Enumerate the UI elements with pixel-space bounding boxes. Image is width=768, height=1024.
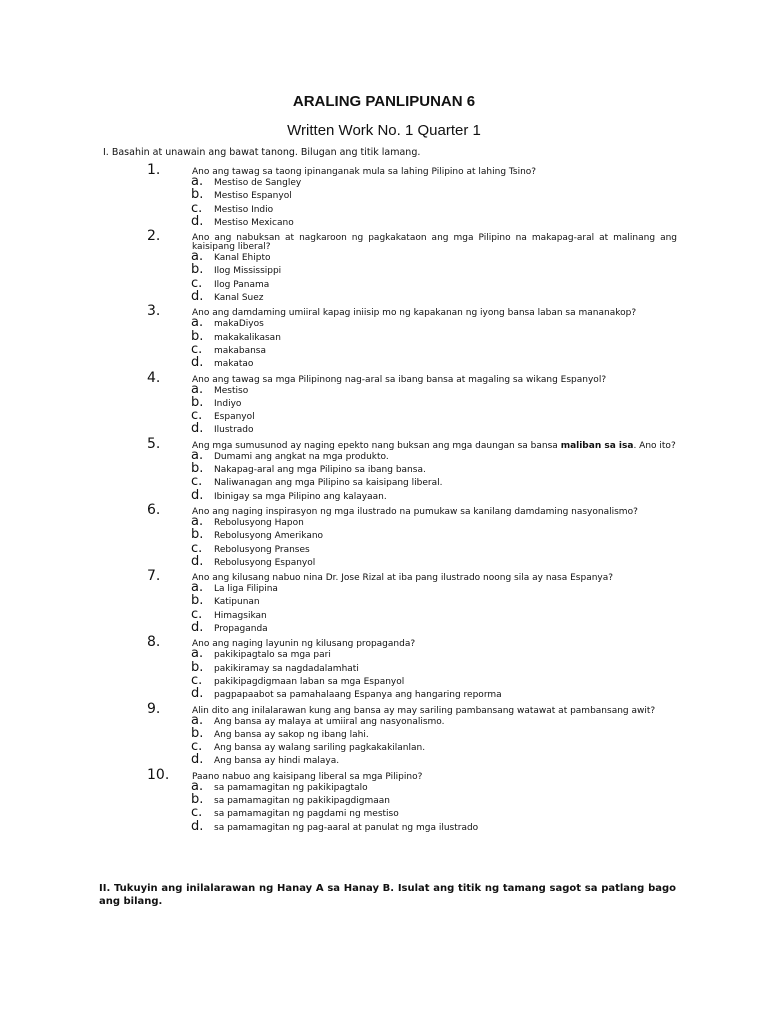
question-text: Ano ang naging inspirasyon ng mga ilustrado na pumukaw sa kanilang damdaming nasyonalismo? [192, 506, 638, 517]
option-letter[interactable]: a. [191, 174, 204, 189]
option-text: Naliwanagan ang mga Pilipino sa kaisipang liberal. [214, 478, 443, 489]
question-item [0, 435, 768, 504]
question-item [0, 164, 768, 230]
option-letter[interactable]: d. [191, 355, 204, 371]
answer-option[interactable] [0, 275, 768, 292]
answer-option[interactable] [0, 791, 768, 808]
page-subtitle: Written Work No. 1 Quarter 1 [287, 122, 481, 139]
option-text: Rebolusyong Hapon [214, 517, 304, 528]
option-text: Nakapag-aral ang mga Pilipino sa ibang bansa. [214, 465, 426, 476]
answer-option[interactable] [0, 289, 768, 305]
question-item [0, 230, 768, 305]
question-item [0, 369, 768, 438]
answer-option[interactable] [0, 262, 768, 278]
option-letter[interactable]: b. [191, 527, 204, 543]
question-item [0, 700, 768, 769]
option-letter[interactable]: b. [191, 593, 204, 609]
option-text: Rebolusyong Pranses [214, 544, 310, 555]
answer-option[interactable] [0, 580, 768, 596]
option-text: sa pamamagitan ng pagdami ng mestiso [214, 809, 399, 820]
question-number: 4. [147, 369, 161, 386]
option-text: Kanal Suez [214, 293, 264, 304]
option-text: Ibinigay sa mga Pilipino ang kalayaan. [214, 491, 387, 502]
option-text: sa pamamagitan ng pakikipagdigmaan [214, 795, 390, 806]
answer-option[interactable] [0, 487, 768, 504]
answer-option[interactable] [0, 686, 768, 702]
question-text: Ano ang tawag sa taong ipinanganak mula sa lahing Pilipino at lahing Tsino? [192, 167, 537, 177]
option-text: pakikipagtalo sa mga pari [214, 650, 331, 661]
option-text: sa pamamagitan ng pakikipagtalo [214, 782, 368, 793]
option-letter[interactable]: b. [191, 725, 204, 741]
question-text: Ano ang nabuksan at nagkaroon ng pagkakataon ang mga Pilipino na makapag-aral at malinang ang kaisipang liberal? [192, 233, 677, 253]
question-text: Ano ang kilusang nabuo nina Dr. Jose Rizal at iba pang ilustrado noong sila ay nasa Espanya? [192, 573, 614, 584]
option-letter[interactable]: c. [191, 672, 203, 688]
option-text: makakalikasan [214, 332, 281, 343]
answer-option[interactable] [0, 447, 768, 464]
answer-option[interactable] [0, 421, 768, 437]
question-text-part: Ang mga sumusunod ay naging epekto nang buksan ang mga daungan sa bansa [192, 440, 561, 451]
option-text: Mestiso de Sangley [214, 178, 302, 188]
answer-option[interactable] [0, 739, 768, 755]
question-item [0, 305, 768, 371]
option-letter[interactable]: a. [191, 513, 204, 529]
option-text: Dumami ang angkat na mga produkto. [214, 451, 389, 462]
option-letter[interactable]: c. [191, 341, 203, 357]
answer-option[interactable] [0, 752, 768, 768]
option-letter[interactable]: d. [191, 553, 204, 569]
answer-option[interactable] [0, 593, 768, 609]
option-text: La liga Filipina [214, 584, 278, 595]
answer-option[interactable] [0, 725, 768, 742]
question-list [0, 164, 768, 835]
question-item [0, 501, 768, 570]
answer-option[interactable] [0, 249, 768, 265]
question-text: Paano nabuo ang kaisipang liberal sa mga Pilipino? [192, 771, 423, 782]
question-item [0, 570, 768, 636]
question-text: Ano ang tawag sa mga Pilipinong nag-aral sa ibang bansa at magaling sa wikang Espanyol? [192, 374, 607, 385]
option-text: Ang bansa ay malaya at umiiral ang nasyonalismo. [214, 716, 445, 727]
question-number: 7. [147, 568, 161, 585]
option-text: Ilog Panama [214, 279, 270, 290]
option-text: Propaganda [214, 624, 268, 635]
option-text: Mestiso Espanyol [214, 191, 292, 202]
option-text: makatao [214, 359, 254, 370]
answer-option[interactable] [0, 659, 768, 676]
option-text: Himagsikan [214, 610, 267, 621]
option-text: Indiyo [214, 398, 242, 409]
answer-option[interactable] [0, 474, 768, 490]
part2-instruction: II. Tukuyin ang inilalarawan ng Hanay A sa Hanay B. Isulat ang titik ng tamang sagot sa patlang bago ang bilang. [99, 883, 676, 907]
question-text-emphasis: maliban sa isa [560, 440, 634, 451]
answer-option[interactable] [0, 778, 768, 795]
answer-option[interactable] [0, 355, 768, 371]
option-letter[interactable]: c. [191, 540, 203, 556]
answer-option[interactable] [0, 527, 768, 543]
answer-option[interactable] [0, 818, 768, 835]
option-text: Mestiso Mexicano [214, 217, 294, 228]
question-text-part: . Ano ito? [633, 440, 676, 451]
option-letter[interactable]: d. [191, 620, 204, 636]
answer-option[interactable] [0, 408, 768, 424]
option-letter[interactable]: a. [191, 249, 204, 265]
answer-option[interactable] [0, 513, 768, 530]
option-text: Ang bansa ay sakop ng ibang lahi. [214, 729, 369, 740]
option-letter[interactable]: c. [191, 200, 203, 216]
option-letter[interactable]: b. [191, 328, 204, 344]
question-number: 5. [147, 435, 161, 452]
option-letter[interactable]: d. [191, 487, 204, 503]
option-letter[interactable]: c. [191, 275, 203, 291]
question-number: 9. [147, 700, 161, 717]
option-letter[interactable]: a. [191, 447, 204, 463]
question-text [192, 438, 677, 451]
answer-option[interactable] [0, 187, 768, 203]
option-text: Rebolusyong Amerikano [214, 531, 324, 542]
option-text: Rebolusyong Espanyol [214, 557, 316, 568]
part1-instruction: I. Basahin at unawain ang bawat tanong. Bilugan ang titik lamang. [103, 147, 421, 158]
option-letter[interactable]: b. [191, 461, 204, 477]
answer-option[interactable] [0, 213, 768, 230]
answer-option[interactable] [0, 672, 768, 689]
answer-option[interactable] [0, 341, 768, 358]
option-letter[interactable]: c. [191, 739, 203, 755]
option-text: pakikipagdigmaan laban sa mga Espanyol [214, 676, 405, 687]
option-letter[interactable]: b. [191, 791, 204, 807]
option-text: makaDiyos [214, 319, 264, 330]
option-text: Kanal Ehipto [214, 253, 271, 264]
option-text: Mestiso Indio [214, 204, 274, 215]
answer-option[interactable] [0, 328, 768, 345]
option-letter[interactable]: d. [191, 421, 204, 437]
question-item [0, 636, 768, 702]
answer-option[interactable] [0, 646, 768, 662]
question-number: 8. [147, 634, 161, 651]
answer-option[interactable] [0, 394, 768, 411]
option-letter[interactable]: b. [191, 262, 204, 278]
question-text: Alin dito ang inilalarawan kung ang bansa ay may sariling pambansang watawat at pambansang awit? [192, 705, 656, 716]
option-letter[interactable]: d. [191, 752, 204, 768]
question-text: Ano ang damdaming umiiral kapag iniisip mo ng kapakanan ng iyong bansa laban sa mananakop? [192, 308, 637, 319]
page-title: ARALING PANLIPUNAN 6 [292, 93, 476, 110]
answer-option[interactable] [0, 174, 768, 190]
option-letter[interactable]: c. [191, 474, 203, 490]
option-text: sa pamamagitan ng pag-aaral at panulat ng mga ilustrado [214, 822, 479, 833]
option-text: Ilog Mississippi [214, 266, 282, 277]
option-text: Espanyol [214, 412, 255, 423]
option-letter[interactable]: d. [191, 289, 204, 305]
question-number: 1. [147, 162, 161, 178]
option-letter[interactable]: b. [191, 394, 204, 410]
option-letter[interactable]: d. [191, 818, 204, 834]
option-letter[interactable]: c. [191, 408, 203, 424]
question-number: 3. [147, 303, 161, 320]
option-text: Mestiso [214, 385, 249, 396]
option-letter[interactable]: d. [191, 686, 204, 702]
option-letter[interactable]: b. [191, 659, 204, 675]
answer-option[interactable] [0, 805, 768, 821]
answer-option[interactable] [0, 606, 768, 623]
answer-option[interactable] [0, 540, 768, 557]
option-letter[interactable]: a. [191, 712, 204, 728]
answer-option[interactable] [0, 712, 768, 729]
option-letter[interactable]: c. [191, 606, 203, 622]
option-text: Ang bansa ay walang sariling pagkakakilanlan. [214, 743, 426, 754]
answer-option[interactable] [0, 461, 768, 477]
question-number: 2. [147, 228, 161, 245]
answer-option[interactable] [0, 315, 768, 331]
question-number: 10. [147, 766, 170, 783]
question-text: Ano ang naging layunin ng kilusang propaganda? [192, 639, 416, 650]
question-number: 6. [147, 501, 161, 518]
answer-option[interactable] [0, 381, 768, 398]
answer-option[interactable] [0, 200, 768, 217]
answer-option[interactable] [0, 620, 768, 636]
option-text: pakikiramay sa nagdadalamhati [214, 663, 359, 674]
option-letter[interactable]: b. [191, 187, 204, 203]
option-text: Katipunan [214, 597, 260, 608]
question-item [0, 766, 768, 835]
option-letter[interactable]: a. [191, 381, 204, 397]
option-letter[interactable]: c. [191, 805, 203, 821]
option-text: pagpapaabot sa pamahalaang Espanya ang hangaring reporma [214, 690, 502, 701]
option-letter[interactable]: d. [191, 213, 204, 229]
option-letter[interactable]: a. [191, 315, 204, 331]
option-letter[interactable]: a. [191, 580, 204, 596]
option-letter[interactable]: a. [191, 646, 204, 662]
option-text: Ilustrado [214, 425, 254, 436]
answer-option[interactable] [0, 553, 768, 570]
option-text: makabansa [214, 345, 266, 356]
option-letter[interactable]: a. [191, 778, 204, 794]
option-text: Ang bansa ay hindi malaya. [214, 756, 340, 767]
